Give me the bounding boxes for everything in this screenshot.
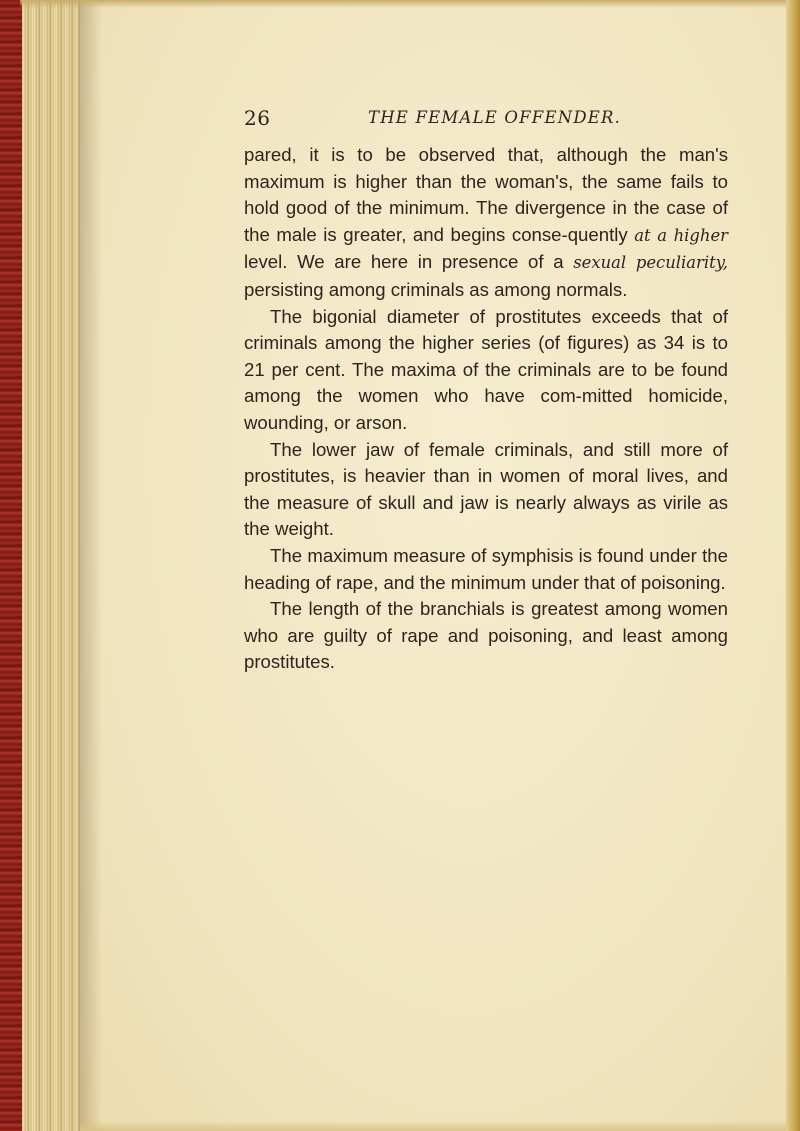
text-run: level. We are here in presence of a: [244, 251, 574, 273]
paragraph: The bigonial diameter of prostitutes exceeds that of criminals among the higher series (of figures) as 34 is to 21 per cent. The maxima of the criminals are to be found among the women who have com-mitted homicide, wounding, or arson.: [244, 305, 728, 433]
book-binding: [0, 0, 22, 1131]
running-head: THE FEMALE OFFENDER.: [368, 108, 622, 127]
italic-phrase: sexual peculiarity,: [573, 253, 728, 273]
page-header: [244, 106, 724, 134]
paragraph-continued: [244, 142, 728, 304]
top-edge: [20, 0, 800, 8]
bottom-edge: [80, 1121, 800, 1131]
right-edge: [786, 0, 800, 1131]
paragraph: The maximum measure of symphisis is found under the heading of rape, and the minimum under that of poisoning.: [244, 544, 728, 593]
paragraph: The length of the branchials is greatest among women who are guilty of rape and poisoning, and least among prostitutes.: [244, 598, 728, 673]
text-run: pared, it is to be observed that, although the man's maximum is higher than the woman's, the same fails to hold good of the minimum. The divergence in the case of the male is greater, and begins conse-quently: [244, 144, 728, 245]
text-run: persisting among criminals as among normals.: [244, 278, 628, 300]
gutter-shadow: [78, 0, 102, 1131]
page-number: 26: [244, 106, 271, 130]
body-text: [244, 142, 728, 676]
italic-phrase: at a higher: [634, 225, 729, 245]
paragraph: The lower jaw of female criminals, and still more of prostitutes, is heavier than in women of moral lives, and the measure of skull and jaw is nearly always as virile as the weight.: [244, 438, 728, 540]
page-edges: [22, 0, 80, 1131]
